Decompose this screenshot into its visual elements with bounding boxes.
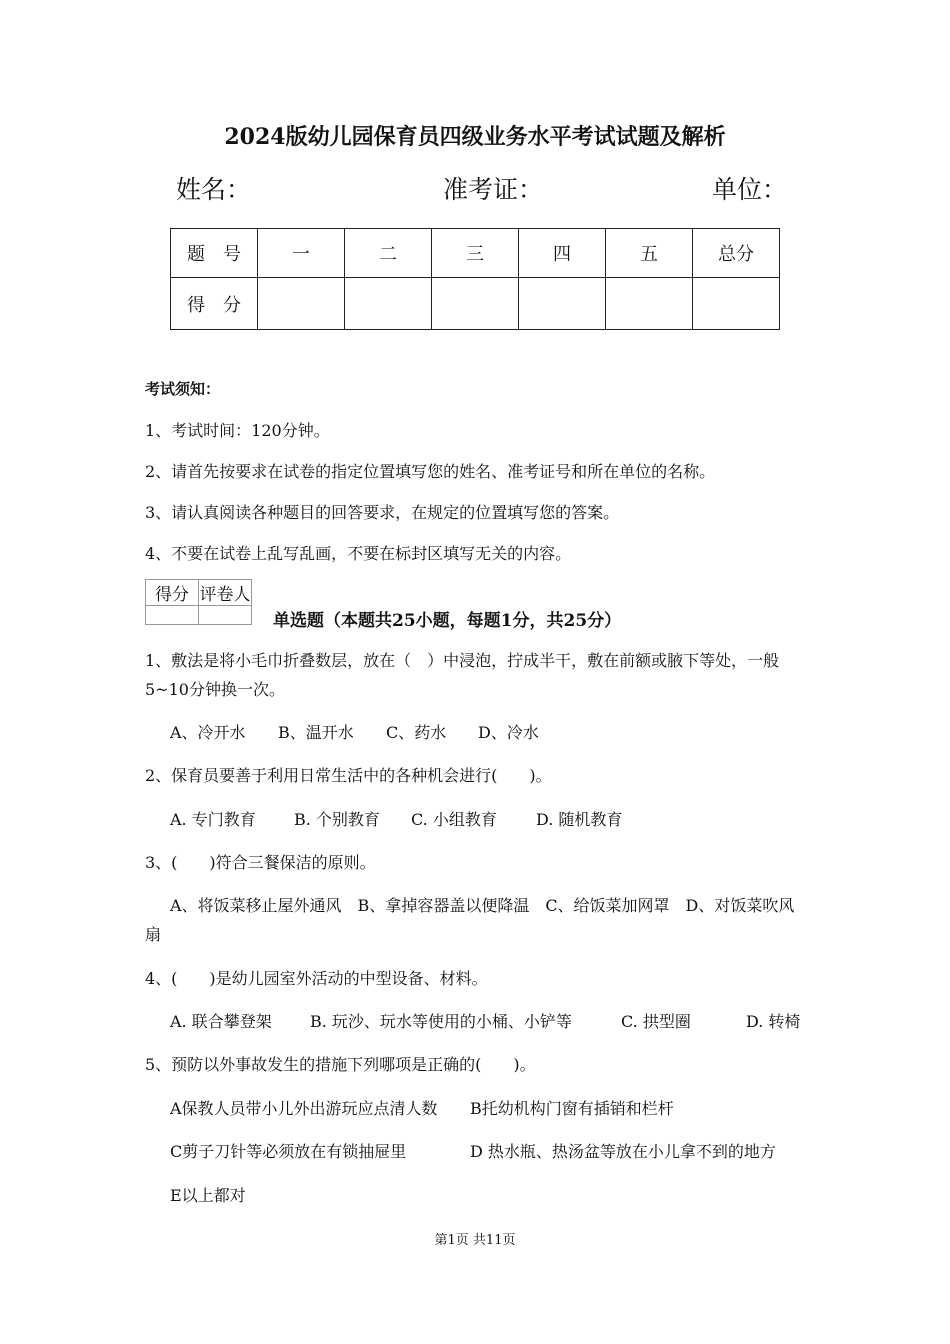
score-input-cell[interactable] bbox=[258, 278, 345, 330]
score-table-cell: 二 bbox=[345, 229, 432, 278]
notice-item: 2、请首先按要求在试卷的指定位置填写您的姓名、准考证号和所在单位的名称。 bbox=[145, 462, 716, 481]
question-1-option-d[interactable]: D、冷水 bbox=[478, 723, 539, 742]
score-input-cell[interactable] bbox=[606, 278, 693, 330]
score-input-cell[interactable] bbox=[693, 278, 780, 330]
grader-box bbox=[145, 579, 252, 625]
question-2-option-c[interactable]: C. 小组教育 bbox=[411, 810, 497, 829]
score-input-cell[interactable] bbox=[432, 278, 519, 330]
grader-score-cell[interactable] bbox=[146, 606, 199, 625]
question-4-option-c[interactable]: C. 拱型圈 bbox=[621, 1012, 691, 1031]
grader-reviewer-label: 评卷人 bbox=[199, 580, 252, 606]
question-1-option-b[interactable]: B、温开水 bbox=[278, 723, 354, 742]
notice-item: 3、请认真阅读各种题目的回答要求，在规定的位置填写您的答案。 bbox=[145, 503, 620, 522]
score-table-cell: 三 bbox=[432, 229, 519, 278]
score-table bbox=[170, 228, 780, 330]
question-4-option-d[interactable]: D. 转椅 bbox=[746, 1012, 801, 1031]
score-table-header-row bbox=[171, 229, 780, 278]
page-footer: 第1页 共11页 bbox=[434, 1233, 516, 1248]
name-label: 姓名： bbox=[176, 175, 252, 204]
notice-item: 1、考试时间：120分钟。 bbox=[145, 421, 330, 440]
exam-id-label: 准考证： bbox=[443, 175, 544, 204]
score-table-cell: 一 bbox=[258, 229, 345, 278]
question-4-option-a[interactable]: A. 联合攀登架 bbox=[170, 1012, 272, 1031]
question-2-option-b[interactable]: B. 个别教育 bbox=[294, 810, 380, 829]
question-2-text: 2、保育员要善于利用日常生活中的各种机会进行( )。 bbox=[145, 766, 552, 785]
score-table-cell: 总分 bbox=[693, 229, 780, 278]
score-row-label: 得 分 bbox=[171, 278, 258, 330]
page-title: 2024版幼儿园保育员四级业务水平考试试题及解析 bbox=[224, 124, 726, 150]
question-4-option-b[interactable]: B. 玩沙、玩水等使用的小桶、小铲等 bbox=[310, 1012, 572, 1031]
question-1-text: 1、敷法是将小毛巾折叠数层，放在（ ）中浸泡，拧成半干，敷在前额或腋下等处，一般 bbox=[145, 651, 780, 670]
question-5-text: 5、预防以外事故发生的措施下列哪项是正确的( )。 bbox=[145, 1055, 536, 1074]
question-2-option-d[interactable]: D. 随机教育 bbox=[536, 810, 623, 829]
section-title: 单选题（本题共25小题，每题1分，共25分） bbox=[273, 611, 622, 631]
question-1-option-c[interactable]: C、药水 bbox=[386, 723, 447, 742]
unit-label: 单位： bbox=[712, 175, 788, 204]
question-5-option-e[interactable]: E以上都对 bbox=[170, 1186, 246, 1205]
grader-score-label: 得分 bbox=[146, 580, 199, 606]
score-input-cell[interactable] bbox=[345, 278, 432, 330]
question-1-option-a[interactable]: A、冷开水 bbox=[170, 723, 246, 742]
question-5-option-d[interactable]: D 热水瓶、热汤盆等放在小儿拿不到的地方 bbox=[470, 1142, 776, 1161]
question-5-option-c[interactable]: C剪子刀针等必须放在有锁抽屉里 bbox=[170, 1142, 407, 1161]
grader-reviewer-cell[interactable] bbox=[199, 606, 252, 625]
notice-heading: 考试须知： bbox=[145, 380, 221, 398]
notice-item: 4、不要在试卷上乱写乱画，不要在标封区填写无关的内容。 bbox=[145, 544, 572, 563]
score-table-score-row bbox=[171, 278, 780, 330]
score-table-cell: 五 bbox=[606, 229, 693, 278]
question-1-text-cont: 5~10分钟换一次。 bbox=[145, 680, 285, 699]
score-table-cell: 题 号 bbox=[171, 229, 258, 278]
question-3-text: 3、( )符合三餐保洁的原则。 bbox=[145, 853, 376, 872]
score-table-cell: 四 bbox=[519, 229, 606, 278]
question-3-options[interactable]: A、将饭菜移止屋外通风 B、拿掉容器盖以便降温 C、给饭菜加网罩 D、对饭菜吹风 bbox=[170, 896, 795, 915]
question-5-option-b[interactable]: B托幼机构门窗有插销和栏杆 bbox=[470, 1099, 674, 1118]
score-input-cell[interactable] bbox=[519, 278, 606, 330]
question-3-options-cont: 扇 bbox=[145, 925, 162, 944]
question-4-text: 4、( )是幼儿园室外活动的中型设备、材料。 bbox=[145, 969, 488, 988]
question-5-option-a[interactable]: A保教人员带小儿外出游玩应点清人数 bbox=[170, 1099, 438, 1118]
question-2-option-a[interactable]: A. 专门教育 bbox=[170, 810, 256, 829]
